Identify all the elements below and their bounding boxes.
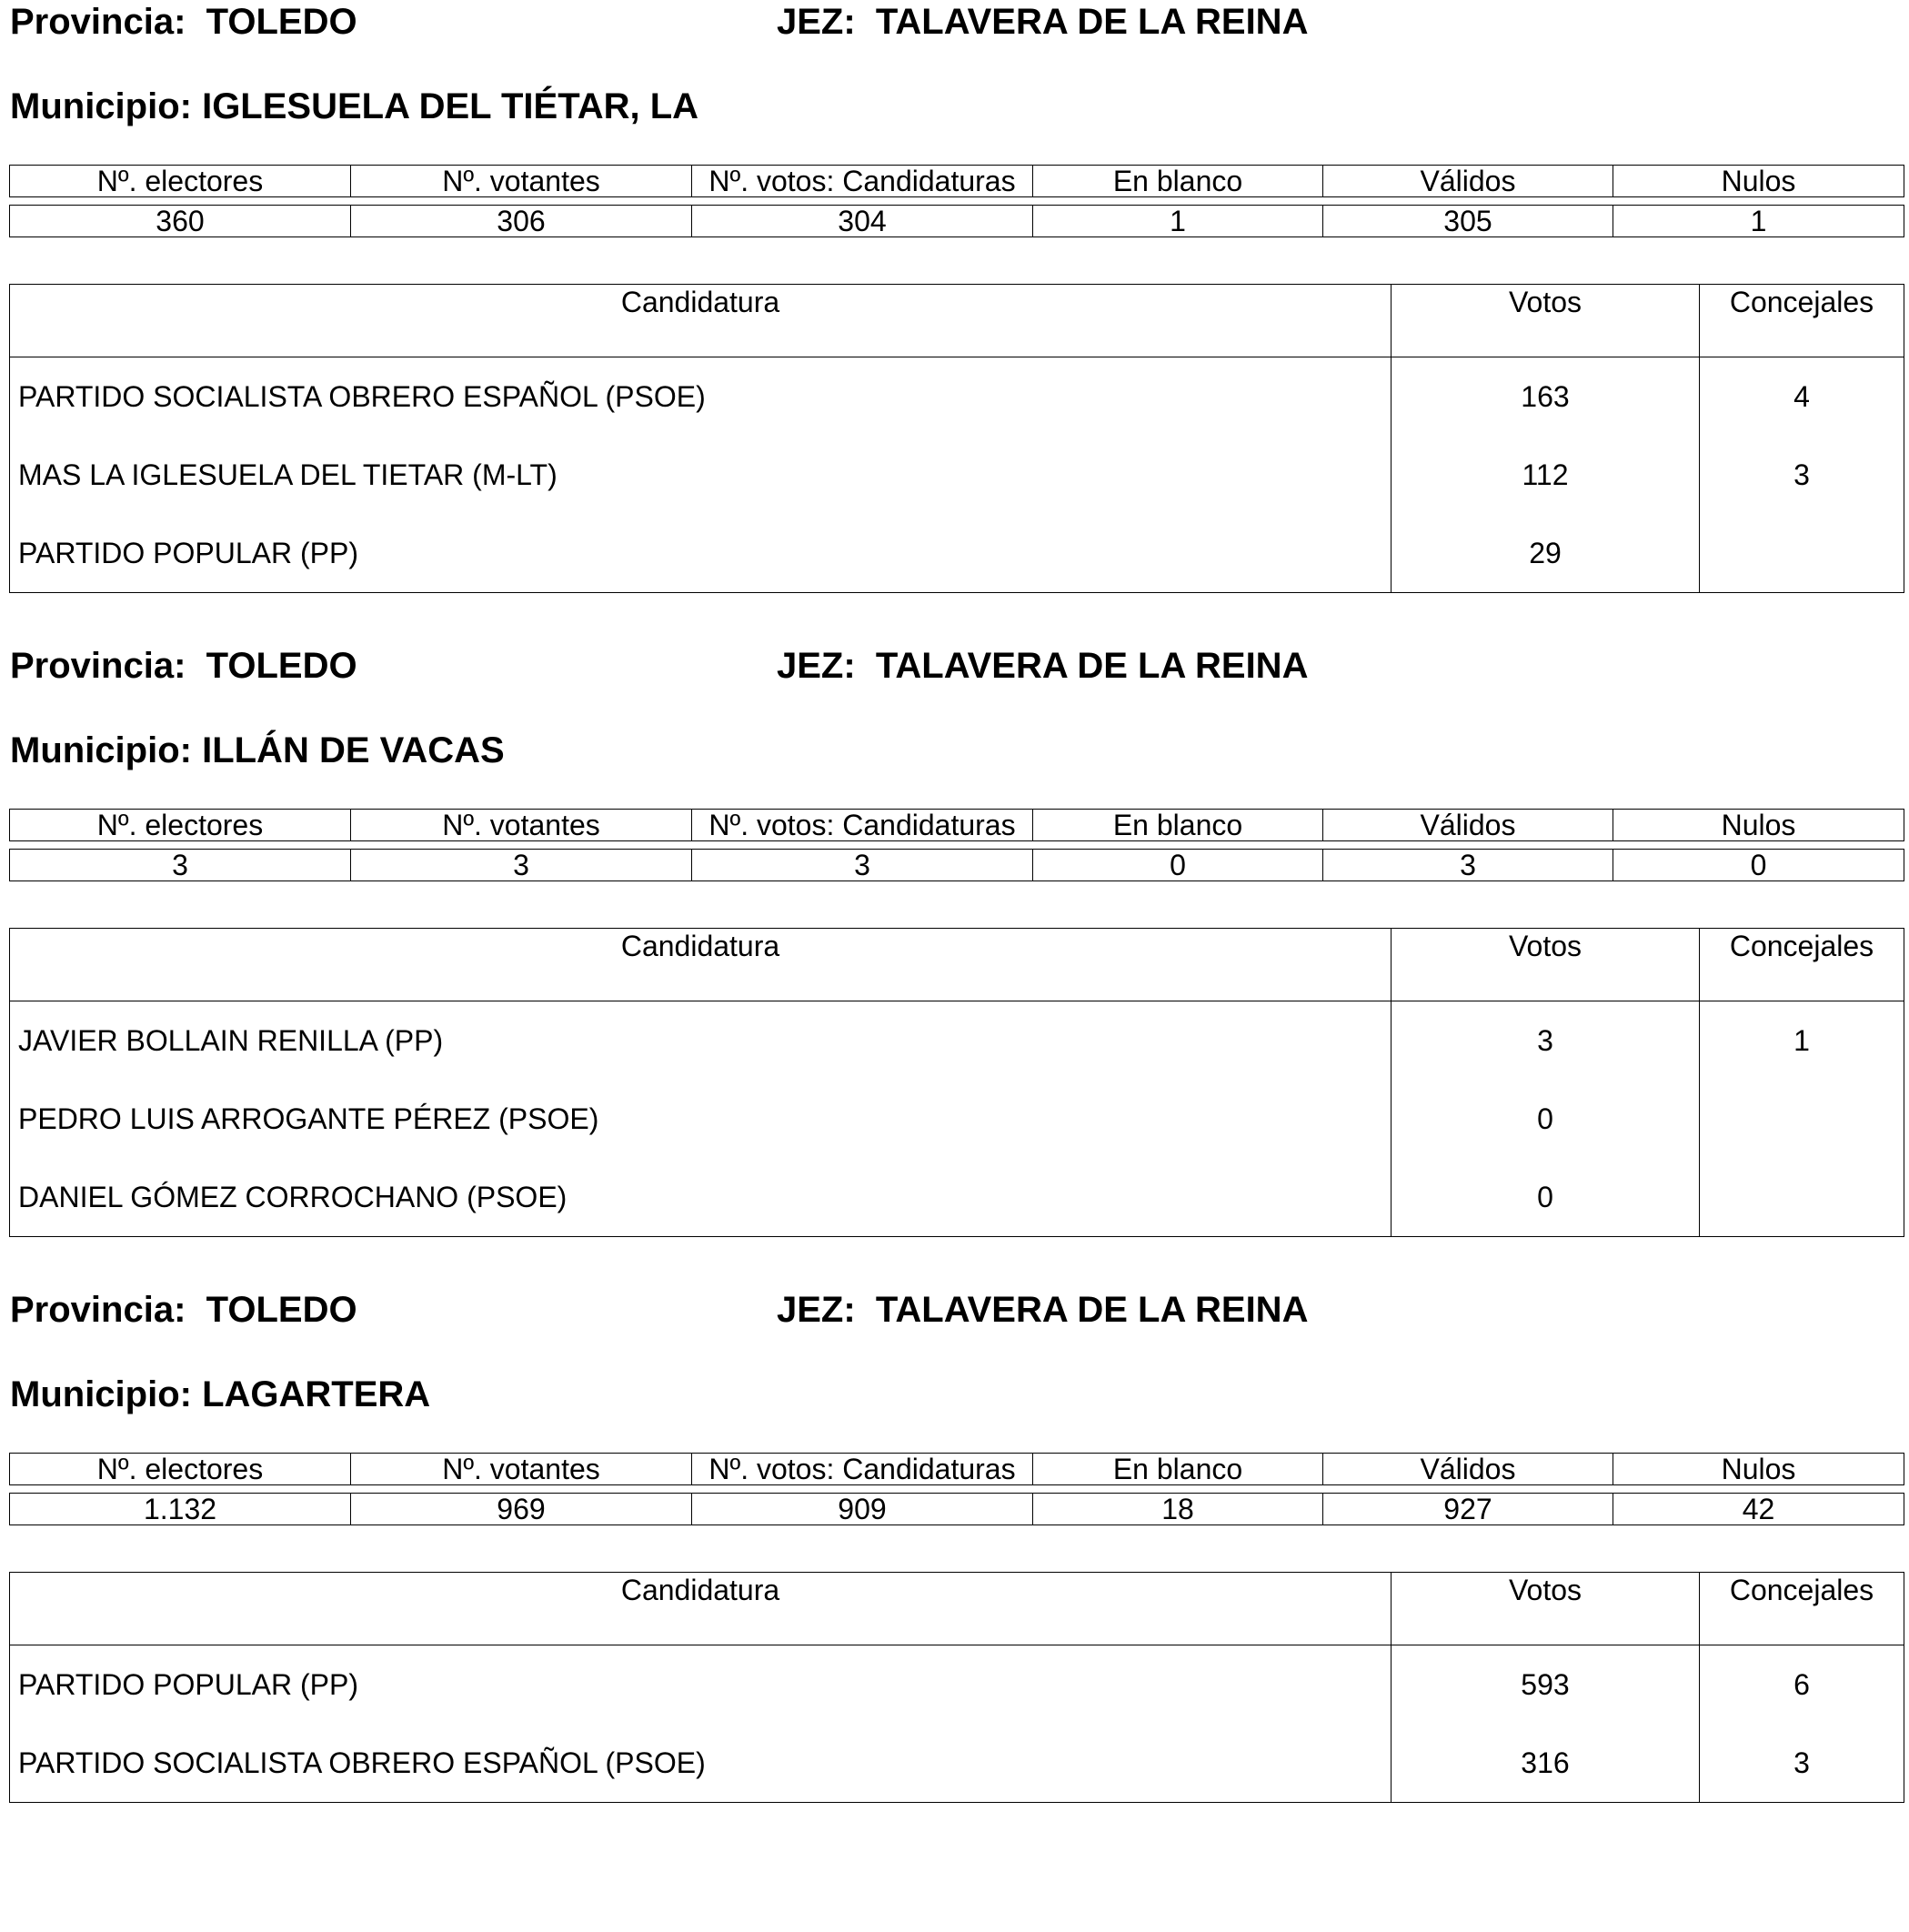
stats-value-cell: 0	[1033, 850, 1323, 881]
concejales-value: 3	[1700, 436, 1904, 514]
table-row	[10, 357, 1904, 437]
municipio-heading: Municipio: ILLÁN DE VACAS	[10, 730, 505, 770]
votos-column-header: Votos	[1392, 929, 1700, 1001]
stats-table	[9, 809, 1904, 881]
stats-header-cell: Nº. votos: Candidaturas	[692, 166, 1033, 197]
votos-value: 316	[1392, 1724, 1700, 1803]
concejales-value: 4	[1700, 357, 1904, 437]
stats-value-cell: 0	[1613, 850, 1904, 881]
votos-value: 0	[1392, 1080, 1700, 1158]
candidaturas-table	[9, 1572, 1904, 1803]
stats-header-cell: Nº. votantes	[351, 810, 692, 841]
candidaturas-header-row	[10, 929, 1904, 1001]
municipio-section	[0, 0, 1909, 644]
jez-heading: JEZ: TALAVERA DE LA REINA	[777, 2, 1309, 42]
stats-header-cell: En blanco	[1033, 1454, 1323, 1485]
candidatura-column-header: Candidatura	[10, 1573, 1392, 1645]
candidaturas-header-row	[10, 1573, 1904, 1645]
candidatura-name: PEDRO LUIS ARROGANTE PÉREZ (PSOE)	[10, 1080, 1392, 1158]
votos-value: 112	[1392, 436, 1700, 514]
stats-gap	[10, 197, 1904, 206]
votos-value: 163	[1392, 357, 1700, 437]
stats-value-cell: 3	[1323, 850, 1613, 881]
stats-value-cell: 3	[10, 850, 351, 881]
concejales-value	[1700, 1080, 1904, 1158]
table-row	[10, 436, 1904, 514]
stats-value-cell: 360	[10, 206, 351, 237]
stats-header-cell: Nº. votos: Candidaturas	[692, 810, 1033, 841]
concejales-value	[1700, 514, 1904, 593]
stats-value-row	[10, 850, 1904, 881]
concejales-column-header: Concejales	[1700, 929, 1904, 1001]
stats-header-row	[10, 810, 1904, 841]
candidatura-column-header: Candidatura	[10, 929, 1392, 1001]
stats-value-cell: 3	[692, 850, 1033, 881]
provincia-heading: Provincia: TOLEDO	[10, 2, 357, 42]
stats-value-cell: 927	[1323, 1494, 1613, 1525]
stats-value-cell: 305	[1323, 206, 1613, 237]
table-row	[10, 514, 1904, 593]
candidatura-name: MAS LA IGLESUELA DEL TIETAR (M-LT)	[10, 436, 1392, 514]
municipio-section	[0, 1288, 1909, 1932]
stats-value-cell: 3	[351, 850, 692, 881]
stats-value-cell: 1.132	[10, 1494, 351, 1525]
stats-header-cell: Nº. electores	[10, 1454, 351, 1485]
stats-header-cell: Nº. electores	[10, 166, 351, 197]
stats-table	[9, 165, 1904, 237]
concejales-value: 6	[1700, 1645, 1904, 1725]
stats-value-cell: 1	[1033, 206, 1323, 237]
stats-value-row	[10, 1494, 1904, 1525]
stats-header-cell: En blanco	[1033, 810, 1323, 841]
votos-value: 593	[1392, 1645, 1700, 1725]
stats-header-cell: Válidos	[1323, 166, 1613, 197]
municipio-heading: Municipio: IGLESUELA DEL TIÉTAR, LA	[10, 86, 699, 126]
stats-value-cell: 1	[1613, 206, 1904, 237]
table-row	[10, 1080, 1904, 1158]
candidatura-name: PARTIDO POPULAR (PP)	[10, 514, 1392, 593]
table-row	[10, 1001, 1904, 1081]
candidatura-name: PARTIDO SOCIALISTA OBRERO ESPAÑOL (PSOE)	[10, 1724, 1392, 1803]
stats-value-cell: 304	[692, 206, 1033, 237]
stats-value-cell: 969	[351, 1494, 692, 1525]
jez-heading: JEZ: TALAVERA DE LA REINA	[777, 1290, 1309, 1330]
stats-value-cell: 909	[692, 1494, 1033, 1525]
stats-header-cell: Nº. votos: Candidaturas	[692, 1454, 1033, 1485]
stats-table	[9, 1453, 1904, 1525]
municipio-section	[0, 644, 1909, 1288]
candidatura-name: JAVIER BOLLAIN RENILLA (PP)	[10, 1001, 1392, 1081]
municipio-heading: Municipio: LAGARTERA	[10, 1374, 431, 1414]
table-row	[10, 1158, 1904, 1237]
provincia-heading: Provincia: TOLEDO	[10, 1290, 357, 1330]
stats-value-row	[10, 206, 1904, 237]
candidatura-name: DANIEL GÓMEZ CORROCHANO (PSOE)	[10, 1158, 1392, 1237]
votos-column-header: Votos	[1392, 1573, 1700, 1645]
concejales-value: 1	[1700, 1001, 1904, 1081]
provincia-heading: Provincia: TOLEDO	[10, 646, 357, 686]
stats-header-cell: En blanco	[1033, 166, 1323, 197]
table-row	[10, 1645, 1904, 1725]
concejales-value: 3	[1700, 1724, 1904, 1803]
stats-value-cell: 18	[1033, 1494, 1323, 1525]
stats-header-cell: Válidos	[1323, 1454, 1613, 1485]
stats-header-cell: Nulos	[1613, 166, 1904, 197]
votos-value: 0	[1392, 1158, 1700, 1237]
votos-column-header: Votos	[1392, 285, 1700, 357]
stats-header-cell: Nº. votantes	[351, 166, 692, 197]
candidatura-column-header: Candidatura	[10, 285, 1392, 357]
stats-value-cell: 306	[351, 206, 692, 237]
table-row	[10, 1724, 1904, 1803]
stats-header-cell: Nulos	[1613, 810, 1904, 841]
stats-header-row	[10, 1454, 1904, 1485]
stats-gap	[10, 841, 1904, 850]
candidaturas-table	[9, 284, 1904, 593]
stats-header-cell: Nº. votantes	[351, 1454, 692, 1485]
concejales-value	[1700, 1158, 1904, 1237]
candidatura-name: PARTIDO POPULAR (PP)	[10, 1645, 1392, 1725]
concejales-column-header: Concejales	[1700, 1573, 1904, 1645]
stats-header-cell: Válidos	[1323, 810, 1613, 841]
stats-header-row	[10, 166, 1904, 197]
concejales-column-header: Concejales	[1700, 285, 1904, 357]
votos-value: 3	[1392, 1001, 1700, 1081]
stats-value-cell: 42	[1613, 1494, 1904, 1525]
stats-header-cell: Nº. electores	[10, 810, 351, 841]
votos-value: 29	[1392, 514, 1700, 593]
candidaturas-header-row	[10, 285, 1904, 357]
jez-heading: JEZ: TALAVERA DE LA REINA	[777, 646, 1309, 686]
stats-gap	[10, 1485, 1904, 1494]
candidaturas-table	[9, 928, 1904, 1237]
stats-header-cell: Nulos	[1613, 1454, 1904, 1485]
candidatura-name: PARTIDO SOCIALISTA OBRERO ESPAÑOL (PSOE)	[10, 357, 1392, 437]
